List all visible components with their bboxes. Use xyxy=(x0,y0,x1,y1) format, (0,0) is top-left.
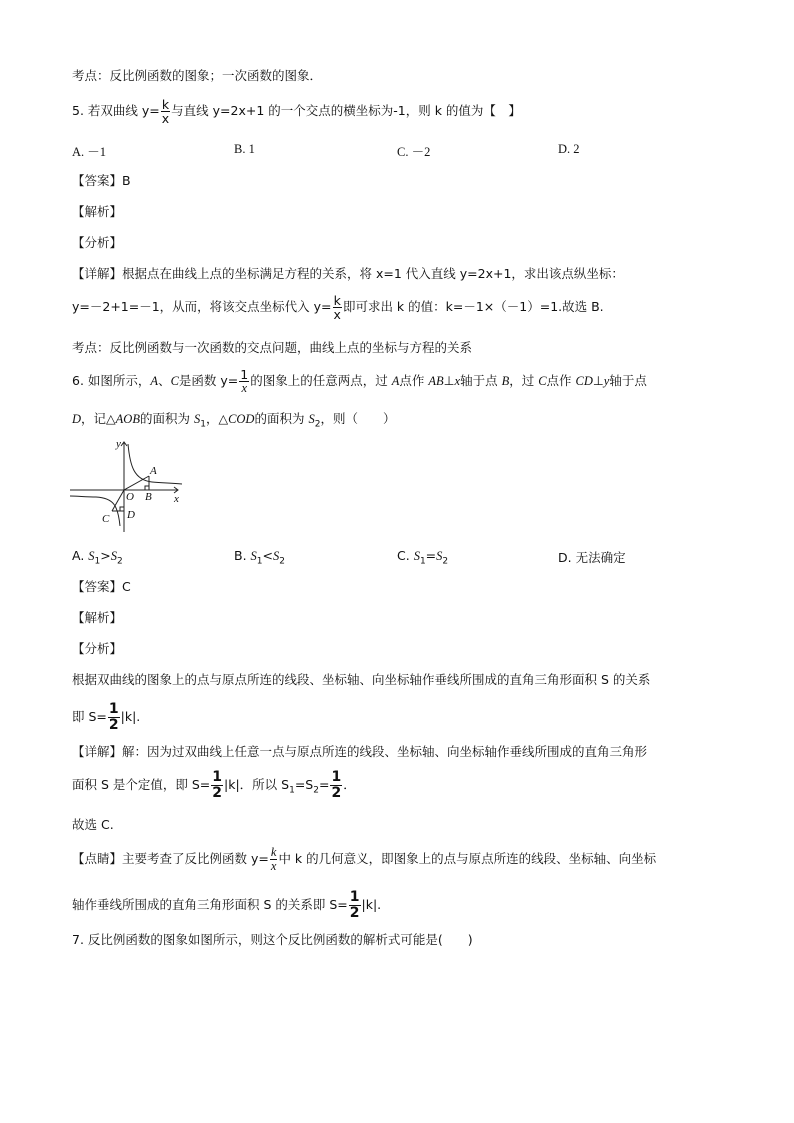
q5-detail-2: y=－2+1=－1，从而，将该交点坐标代入 y= $\frac{k}{x}$ 即可求出 k 的值：k=－1×（－1）=1.故选 B. xyxy=(72,293,604,322)
fig-label-d: D xyxy=(127,509,135,521)
fig-label-y: y xyxy=(116,438,121,450)
q5-fenxi-label: 【分析】 xyxy=(72,235,123,250)
q5-stem: 5. 若双曲线 y= $\frac{k}{x}$ 与直线 y=2x+1 的一个交点的横坐标为-1，则 k 的值为【 】 xyxy=(72,97,521,126)
q6-fenxi-label: 【分析】 xyxy=(72,641,123,656)
k-over-x-fraction-3: $\frac{k}{x}$ xyxy=(270,845,277,873)
k-over-x-fraction-2: $\frac{k}{x}$ xyxy=(333,293,341,322)
q5-analysis-label: 【解析】 xyxy=(72,204,123,219)
half-fraction-4: $\frac{1}{2}$ xyxy=(349,889,360,921)
q5-answer: 【答案】B xyxy=(72,173,131,188)
q6-guxuan: 故选 C. xyxy=(72,817,114,832)
q6-option-b: B. $S_1<S_2$ xyxy=(234,548,285,567)
q6-fenxi-2: 即 S= $\frac{1}{2}$ |k|. xyxy=(72,701,141,733)
fig-label-a: A xyxy=(150,465,157,477)
q6-option-c: C. $S_1=S_2$ xyxy=(397,548,449,567)
q6-dianjing-2: 轴作垂线所围成的直角三角形面积 S 的关系即 S= $\frac{1}{2}$ |k|. xyxy=(72,889,382,921)
q5-option-a: A. －1 xyxy=(72,145,107,159)
fig-label-o: O xyxy=(126,491,134,503)
fig-label-x: x xyxy=(174,493,179,505)
q6-detail-1: 【详解】解：因为过双曲线上任意一点与原点所连的线段、坐标轴、向坐标轴作垂线所围成的直角三角形 xyxy=(72,744,648,759)
q6-answer: 【答案】C xyxy=(72,579,131,594)
half-fraction-2: $\frac{1}{2}$ xyxy=(212,769,223,801)
half-fraction-3: $\frac{1}{2}$ xyxy=(331,769,342,801)
fig-label-b: B xyxy=(145,491,152,503)
k-over-x-fraction: $\frac{k}{x}$ xyxy=(161,97,170,126)
half-fraction: $\frac{1}{2}$ xyxy=(108,701,119,733)
q7-stem: 7. 反比例函数的图象如图所示，则这个反比例函数的解析式可能是( ) xyxy=(72,932,473,947)
q6-option-a: A. $S_1>S_2$ xyxy=(72,548,123,567)
q5-detail-1: 【详解】根据点在曲线上点的坐标满足方程的关系，将 x=1 代入直线 y=2x+1，求出该点纵坐标： xyxy=(72,266,624,281)
q5-option-c: C. －2 xyxy=(397,145,431,159)
q6-detail-2: 面积 S 是个定值，即 S= $\frac{1}{2}$ |k|．所以 $S_1=S_2=$ $\frac{1}{2}$ ． xyxy=(72,769,356,801)
q6-fenxi-1: 根据双曲线的图象上的点与原点所连的线段、坐标轴、向坐标轴作垂线所围成的直角三角形面积 S 的关系 xyxy=(72,672,651,687)
q6-dianjing-1: 【点睛】主要考查了反比例函数 y= $\frac{k}{x}$ 中 k 的几何意义，即图象上的点与原点所连的线段、坐标轴、向坐标 xyxy=(72,845,657,873)
fig-label-c: C xyxy=(102,513,110,525)
kaodian-line: 考点：反比例函数的图象；一次函数的图象． xyxy=(72,68,323,83)
q6-stem-line2: D，记△AOB的面积为 $S_1$，△COD的面积为 $S_2$，则（ ） xyxy=(72,411,396,430)
q6-analysis-label: 【解析】 xyxy=(72,610,123,625)
q5-option-b: B. 1 xyxy=(234,142,255,156)
one-over-x-fraction: $\frac{1}{x}$ xyxy=(240,367,249,395)
hyperbola-figure xyxy=(70,436,186,532)
q6-stem-line1: 6. 如图所示，A、C是函数 y= $\frac{1}{x}$ 的图象上的任意两点，过 A点作 AB⊥x轴于点 B，过 C点作 CD⊥y轴于点 xyxy=(72,367,647,395)
q5-kaodian: 考点：反比例函数与一次函数的交点问题，曲线上点的坐标与方程的关系 xyxy=(72,340,473,355)
q6-option-d: D. 无法确定 xyxy=(558,550,626,565)
q5-option-d: D. 2 xyxy=(558,142,580,156)
